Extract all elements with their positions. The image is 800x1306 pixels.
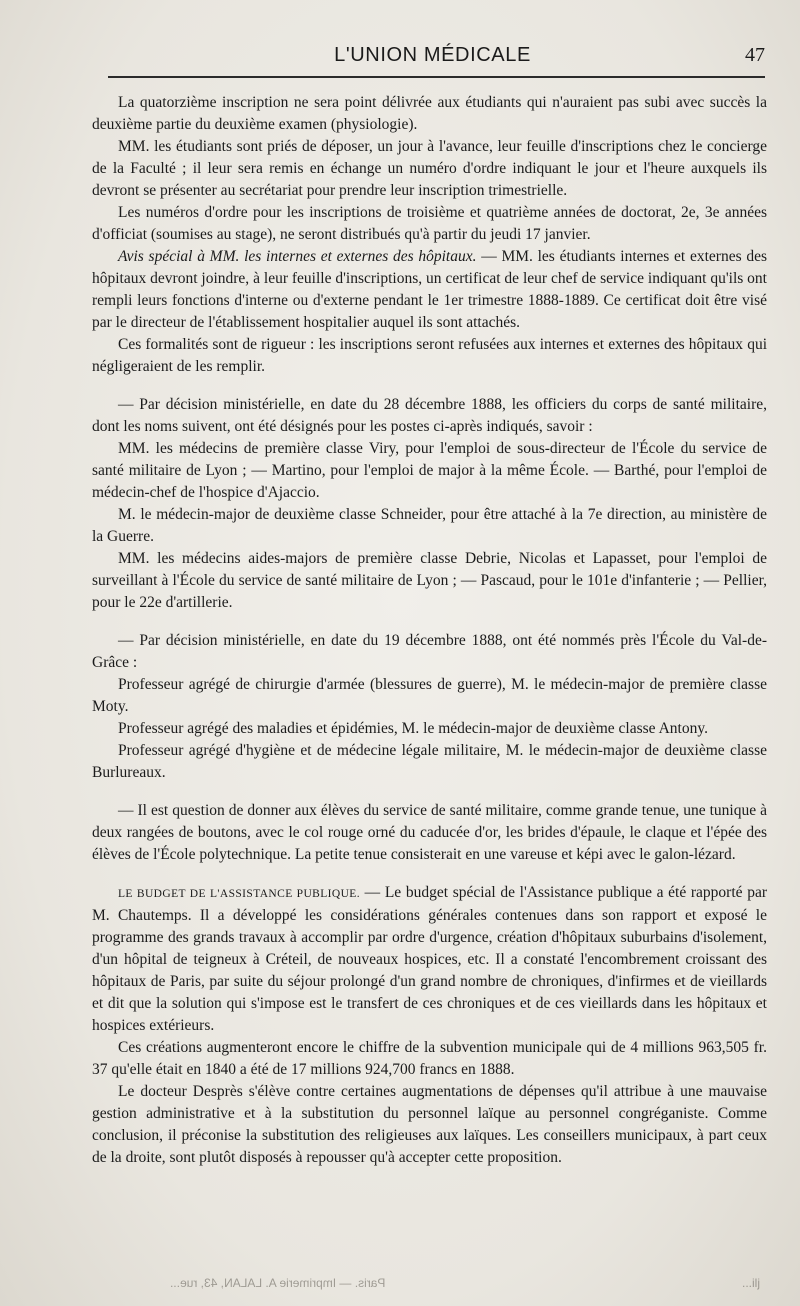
footer-imprint: Paris. — Imprimerie A. LALAN, 43, rue...	[170, 1276, 386, 1290]
paragraph-antony: Professeur agrégé des maladies et épidémies, M. le médecin-major de deuxième classe Antony.	[118, 720, 708, 737]
paragraph-special-notice	[92, 246, 767, 334]
paragraph-order-numbers: Les numéros d'ordre pour les inscriptions de troisième et quatrième années de doctorat, 2e, 3e années d'officiat (soumises au stage), ne seront distribués qu'à partir du jeudi 17 janvier.	[92, 204, 767, 243]
article-body	[92, 92, 767, 1169]
running-title: L'UNION MÉDICALE	[334, 44, 531, 66]
notice-text: — MM. les étudiants internes et externes des hôpitaux devront joindre, à leur feuille d'inscriptions, un certificat de leur chef de service indiquant qu'ils ont rempli leurs fonctions d'interne ou d'externe pendant le 1er trimestre 1888-1889. Ce certificat doit être visé par le directeur de l'établissement hospitalier auquel ils sont attachés.	[92, 248, 767, 331]
paragraph-decision-28-dec: — Par décision ministérielle, en date du 28 décembre 1888, les officiers du corps de santé militaire, dont les noms suivent, ont été désignés pour les postes ci-après indiqués, savoir :	[92, 396, 767, 435]
budget-heading: LE BUDGET DE L'ASSISTANCE PUBLIQUE.	[118, 888, 361, 900]
page-footer-bleedthrough	[110, 1276, 770, 1296]
paragraph-burlureaux: Professeur agrégé d'hygiène et de médecine légale militaire, M. le médecin-major de deuxième classe Burlureaux.	[92, 742, 767, 781]
paragraph-despres: Le docteur Desprès s'élève contre certaines augmentations de dépenses qu'il attribue à une mauvaise gestion administrative et à la substitution du personnel laïque au personnel congréganiste. Comme conclusion, il préconise la substitution des religieuses aux laïques. Les conseillers municipaux, à part ceux de la droite, sont plutôt disposés à repousser qu'à accepter cette proposition.	[92, 1083, 767, 1166]
budget-text: — Le budget spécial de l'Assistance publique a été rapporté par M. Chautemps. Il a développé les considérations générales contenues dans son rapport et exposé le programme des grands travaux à accomplir par ordre d'urgence, création d'hôpitaux suburbains d'isolement, d'un hôpital de teigneux à Créteil, de nouveaux hospices, etc. Il a constaté l'encombrement croissant des hôpitaux de Paris, par suite du séjour prolongé d'un grand nombre de chroniques, d'infirmes et de vieillards et dit que la solution qui s'impose est le transfert de ces chroniques et de ces vieillards dans les hôpitaux et hospices extérieurs.	[92, 884, 767, 1034]
footer-mark: ...ilj	[742, 1276, 760, 1290]
paragraph-budget	[92, 882, 767, 1037]
paragraph-students: MM. les étudiants sont priés de déposer, un jour à l'avance, leur feuille d'inscriptions chez le concierge de la Faculté ; il leur sera remis en échange un numéro d'ordre indiquant le jour et l'heure auxquels ils devront se présenter au secrétariat pour prendre leur inscription trimestrielle.	[92, 138, 767, 199]
notice-heading: Avis spécial à MM. les internes et externes des hôpitaux.	[118, 248, 477, 265]
paragraph-aides-majors: MM. les médecins aides-majors de première classe Debrie, Nicolas et Lapasset, pour l'emploi de surveillant à l'École du service de santé militaire de Lyon ; — Pascaud, pour le 101e d'infanterie ; — Pellier, pour le 22e d'artillerie.	[92, 550, 767, 611]
paragraph-uniform: — Il est question de donner aux élèves du service de santé militaire, comme grande tenue, une tunique à deux rangées de boutons, avec le col rouge orné du caducée d'or, les brides d'épaule, le claque et l'épée des élèves de l'École polytechnique. La petite tenue consisterait en une vareuse et képi avec le galon-lézard.	[92, 802, 767, 863]
header-rule	[108, 76, 765, 78]
paragraph-subvention: Ces créations augmenteront encore le chiffre de la subvention municipale qui de 4 millions 963,505 fr. 37 qu'elle était en 1840 a été de 17 millions 924,700 francs en 1888.	[92, 1039, 767, 1078]
paragraph-schneider: M. le médecin-major de deuxième classe Schneider, pour être attaché à la 7e direction, au ministère de la Guerre.	[92, 506, 767, 545]
paragraph-formalities: Ces formalités sont de rigueur : les inscriptions seront refusées aux internes et externes des hôpitaux qui négligeraient de les remplir.	[92, 336, 767, 375]
paragraph-moty: Professeur agrégé de chirurgie d'armée (blessures de guerre), M. le médecin-major de première classe Moty.	[92, 676, 767, 715]
paragraph-inscription: La quatorzième inscription ne sera point délivrée aux étudiants qui n'auraient pas subi avec succès la deuxième partie du deuxième examen (physiologie).	[92, 94, 767, 133]
paragraph-viry-martino: MM. les médecins de première classe Viry, pour l'emploi de sous-directeur de l'École du service de santé militaire de Lyon ; — Martino, pour l'emploi de major à la même École. — Barthé, pour l'emploi de médecin-chef de l'hospice d'Ajaccio.	[92, 440, 767, 501]
paragraph-decision-19-dec: — Par décision ministérielle, en date du 19 décembre 1888, ont été nommés près l'École du Val-de-Grâce :	[92, 632, 767, 671]
page-header	[100, 44, 765, 74]
page-number: 47	[745, 44, 765, 66]
